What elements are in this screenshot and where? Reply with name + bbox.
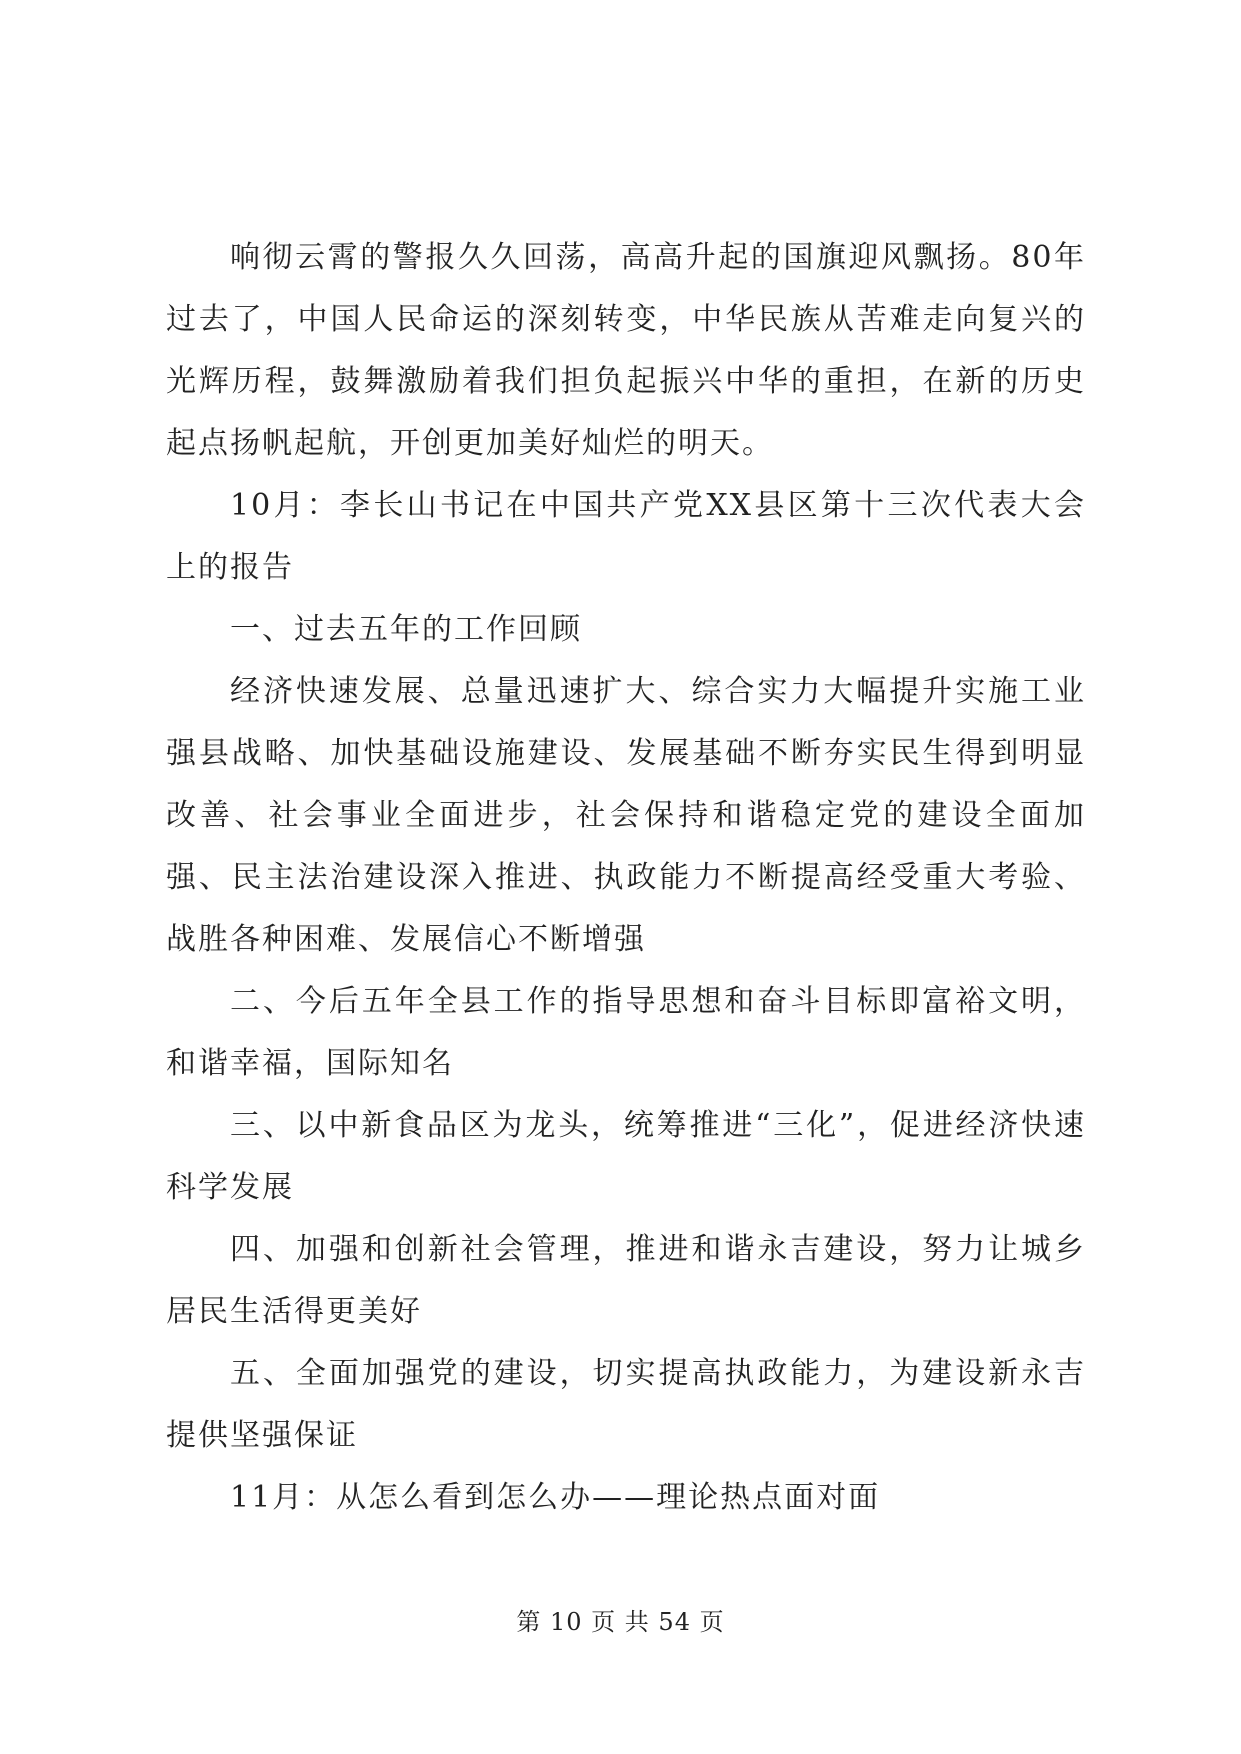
paragraph-section-one-body: 经济快速发展、总量迅速扩大、综合实力大幅提升实施工业强县战略、加快基础设施建设、发展基础不断夯实民生得到明显改善、社会事业全面进步，社会保持和谐稳定党的建设全面加强、民主法治建设深入推进、执政能力不断提高经受重大考验、战胜各种困难、发展信心不断增强 (166, 674, 1086, 957)
paragraph-november-topic: 11月：从怎么看到怎么办——理论热点面对面 (230, 1480, 881, 1515)
paragraph-report-title: 10月：李长山书记在中国共产党XX县区第十三次代表大会上的报告 (166, 488, 1086, 585)
paragraph-section-three: 三、以中新食品区为龙头，统筹推进“三化”，促进经济快速科学发展 (166, 1108, 1086, 1205)
paragraph-section-five: 五、全面加强党的建设，切实提高执政能力，为建设新永吉提供坚强保证 (166, 1356, 1086, 1453)
paragraph-section-one-heading: 一、过去五年的工作回顾 (230, 612, 582, 647)
page-number-footer: 第 10 页 共 54 页 (516, 1608, 725, 1636)
paragraph-section-four: 四、加强和创新社会管理，推进和谐永吉建设，努力让城乡居民生活得更美好 (166, 1232, 1086, 1329)
paragraph-anniversary: 响彻云霄的警报久久回荡，高高升起的国旗迎风飘扬。80年过去了，中国人民命运的深刻转变，中华民族从苦难走向复兴的光辉历程，鼓舞激励着我们担负起振兴中华的重担，在新的历史起点扬帆起航，开创更加美好灿烂的明天。 (166, 240, 1086, 461)
document-body (166, 227, 1086, 1529)
paragraph-section-two: 二、今后五年全县工作的指导思想和奋斗目标即富裕文明，和谐幸福，国际知名 (166, 984, 1086, 1081)
